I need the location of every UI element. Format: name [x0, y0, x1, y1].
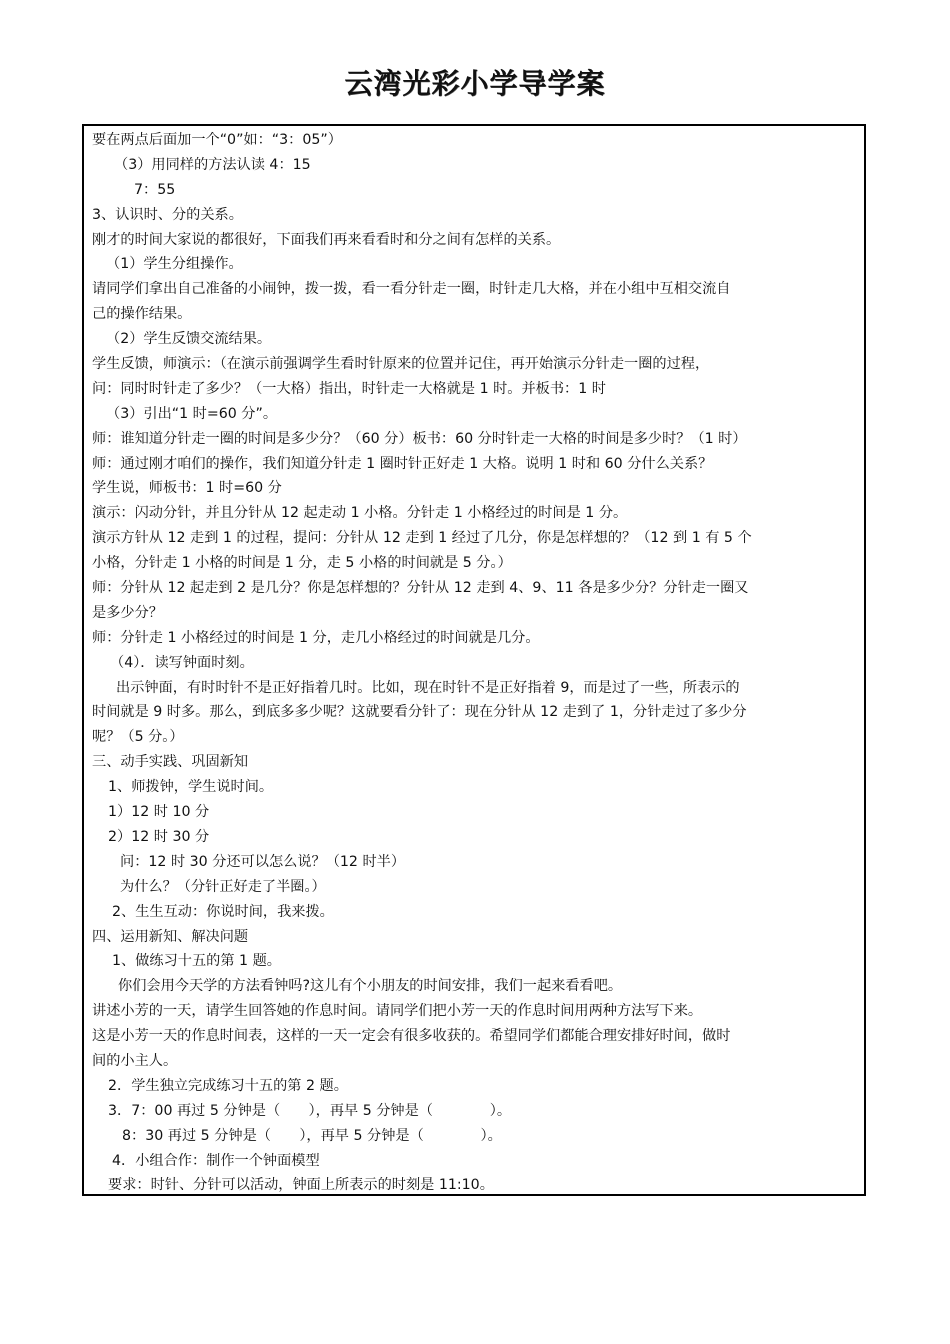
text-line: 学生反馈，师演示：（在演示前强调学生看时针原来的位置并记住，再开始演示分针走一圈的过程，: [92, 356, 710, 373]
text-line: （3）引出“1 时=60 分”。: [106, 405, 278, 422]
text-line: 请同学们拿出自己准备的小闹钟，拨一拨，看一看分针走一圈，时针走几大格，并在小组中互相交流自: [92, 281, 731, 298]
text-line: 刚才的时间大家说的都很好，下面我们再来看看时和分之间有怎样的关系。: [92, 231, 561, 248]
text-line: 要求：时针、分针可以活动，钟面上所表示的时刻是 11:10。: [108, 1177, 494, 1194]
text-line: 2．学生独立完成练习十五的第 2 题。: [108, 1077, 348, 1094]
text-line: 是多少分？: [92, 604, 163, 621]
text-line: 4．小组合作：制作一个钟面模型: [112, 1152, 320, 1169]
text-line: （4）．读写钟面时刻。: [110, 654, 254, 671]
text-line: 你们会用今天学的方法看钟吗?这儿有个小朋友的时间安排，我们一起来看看吧。: [118, 978, 623, 995]
text-line: 讲述小芳的一天，请学生回答她的作息时间。请同学们把小芳一天的作息时间用两种方法写下来。: [92, 1003, 703, 1020]
text-line: 演示：闪动分针，并且分针从 12 起走动 1 小格。分针走 1 小格经过的时间是 1 分。: [92, 505, 628, 522]
text-line: 三、动手实践、巩固新知: [92, 754, 249, 771]
text-line: 间的小主人。: [92, 1052, 178, 1069]
page-title: 云湾光彩小学导学案: [344, 67, 606, 100]
text-line: （3）用同样的方法认读 4：15: [114, 156, 311, 173]
text-line: 1）12 时 10 分: [108, 804, 210, 821]
text-line: 2）12 时 30 分: [108, 828, 210, 845]
text-line: 要在两点后面加一个“0”如：“3：05”）: [92, 132, 342, 148]
text-line: 四、运用新知、解决问题: [92, 928, 249, 945]
text-line: 呢？（5 分。）: [92, 729, 184, 746]
text-line: 问：12 时 30 分还可以怎么说？（12 时半）: [120, 853, 406, 870]
text-line: 师：分针从 12 起走到 2 是几分？你是怎样想的？分针从 12 走到 4、9、11 各是多少分？分针走一圈又: [92, 580, 749, 597]
text-line: 问：同时时针走了多少？（一大格）指出，时针走一大格就是 1 时。并板书：1 时: [92, 380, 606, 397]
text-line: 7：55: [134, 181, 176, 198]
text-line: 8：30 再过 5 分钟是（ ），再早 5 分钟是（ ）。: [122, 1127, 502, 1144]
text-line: 3、认识时、分的关系。: [92, 206, 243, 223]
text-line: 师：通过刚才咱们的操作，我们知道分针走 1 圈时针正好走 1 大格。说明 1 时和 60 分什么关系？: [92, 455, 713, 472]
text-line: 师：谁知道分针走一圈的时间是多少分？（60 分）板书：60 分时针走一大格的时间是多少时？（1 时）: [92, 430, 747, 447]
text-line: 这是小芳一天的作息时间表，这样的一天一定会有很多收获的。希望同学们都能合理安排好时间，做时: [92, 1028, 731, 1045]
text-line: 2、生生互动：你说时间，我来拨。: [112, 903, 334, 920]
text-line: 小格，分针走 1 小格的时间是 1 分，走 5 小格的时间就是 5 分。）: [92, 555, 512, 572]
document-body: [92, 128, 864, 1198]
text-line: 时间就是 9 时多。那么，到底多多少呢？这就要看分针了：现在分针从 12 走到了 1，分针走过了多少分: [92, 704, 747, 721]
text-line: （1）学生分组操作。: [106, 256, 243, 273]
text-line: 演示方针从 12 走到 1 的过程，提问：分针从 12 走到 1 经过了几分，你是怎样想的？（12 到 1 有 5 个: [92, 530, 752, 547]
text-line: 己的操作结果。: [92, 306, 192, 323]
text-line: 1、师拨钟，学生说时间。: [108, 779, 274, 796]
text-line: （2）学生反馈交流结果。: [106, 331, 272, 348]
text-line: 3．7：00 再过 5 分钟是（ ），再早 5 分钟是（ ）。: [108, 1102, 512, 1119]
text-line: 1、做练习十五的第 1 题。: [112, 953, 281, 970]
text-line: 为什么？（分针正好走了半圈。）: [120, 878, 326, 895]
text-line: 师：分针走 1 小格经过的时间是 1 分，走几小格经过的时间就是几分。: [92, 629, 540, 646]
text-line: 学生说，师板书：1 时=60 分: [92, 480, 282, 497]
text-line: 出示钟面，有时时针不是正好指着几时。比如，现在时针不是正好指着 9，而是过了一些，所表示的: [116, 679, 740, 696]
